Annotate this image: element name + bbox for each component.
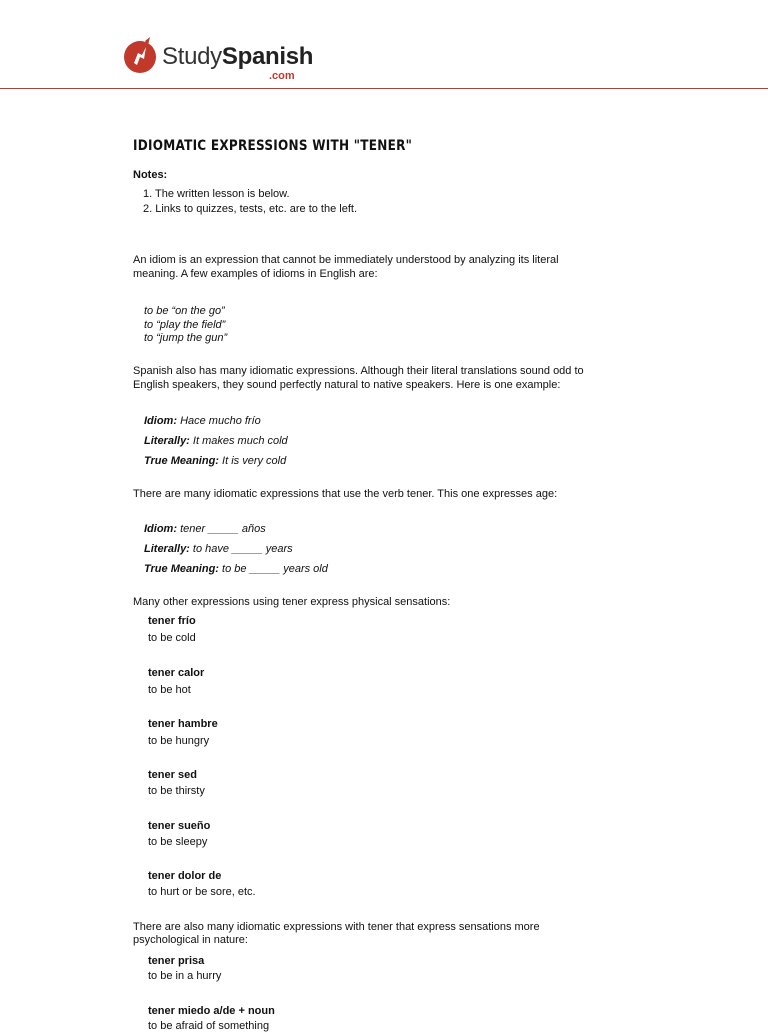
logo-mark-icon: [120, 35, 160, 75]
vocab-meaning: to be sleepy: [148, 836, 208, 848]
idiom-label: Idiom:: [144, 415, 177, 427]
logo-suffix: .com: [269, 70, 295, 82]
literal-value: It makes much cold: [192, 435, 288, 447]
example-meaning-row: [144, 454, 286, 468]
literal-value: to have _____ years: [192, 543, 293, 555]
vocab-term: tener miedo a/de + noun: [148, 1005, 275, 1017]
intro-line: An idiom is an expression that cannot be immediately understood by analyzing its literal: [133, 254, 559, 266]
vocab-meaning: to hurt or be sore, etc.: [148, 886, 256, 898]
example-idiom-row: [144, 522, 266, 536]
meaning-value: to be _____ years old: [222, 563, 328, 575]
english-idiom: to be “on the go”: [144, 305, 225, 317]
spanish-intro-line: Spanish also has many idiomatic expressions. Although their literal translations sound odd to: [133, 365, 584, 377]
vocab-term: tener calor: [148, 667, 205, 679]
example-literal-row: [144, 434, 288, 448]
notes-item: 1. The written lesson is below.: [143, 188, 290, 200]
vocab-meaning: to be in a hurry: [148, 970, 222, 982]
spanish-intro-line: English speakers, they sound perfectly natural to native speakers. Here is one example:: [133, 379, 561, 391]
notes-heading: Notes:: [133, 169, 168, 181]
psych-intro-line: There are also many idiomatic expressions with tener that express sensations more: [133, 921, 540, 933]
vocab-meaning: to be hungry: [148, 735, 210, 747]
age-intro: There are many idiomatic expressions that use the verb tener. This one expresses age:: [133, 488, 558, 500]
vocab-term: tener hambre: [148, 718, 218, 730]
vocab-term: tener frío: [148, 615, 196, 627]
example-idiom-row: [144, 414, 261, 428]
logo-word-spanish: Spanish: [221, 43, 314, 70]
intro-line: meaning. A few examples of idioms in English are:: [133, 268, 378, 280]
vocab-meaning: to be afraid of something: [148, 1020, 270, 1032]
vocab-term: tener dolor de: [148, 870, 222, 882]
idiom-value: tener _____ años: [180, 523, 266, 535]
psych-intro-line: psychological in nature:: [133, 934, 248, 946]
vocab-term: tener sed: [148, 769, 197, 781]
notes-item: 2. Links to quizzes, tests, etc. are to the left.: [143, 203, 357, 215]
site-header: [0, 0, 768, 89]
page-title: IDIOMATIC EXPRESSIONS WITH "TENER": [133, 138, 413, 154]
logo-wordmark: [162, 45, 313, 69]
physical-intro: Many other expressions using tener express physical sensations:: [133, 596, 451, 608]
literal-label: Literally:: [144, 543, 190, 555]
vocab-meaning: to be hot: [148, 684, 191, 696]
idiom-value: Hace mucho frío: [180, 415, 261, 427]
literal-label: Literally:: [144, 435, 190, 447]
vocab-term: tener sueño: [148, 820, 211, 832]
logo-word-study: Study: [162, 43, 222, 70]
vocab-meaning: to be thirsty: [148, 785, 205, 797]
example-literal-row: [144, 542, 293, 556]
english-idiom: to “play the field”: [144, 319, 226, 331]
meaning-label: True Meaning:: [144, 563, 219, 575]
idiom-label: Idiom:: [144, 523, 177, 535]
vocab-term: tener prisa: [148, 955, 205, 967]
english-idiom: to “jump the gun”: [144, 332, 228, 344]
meaning-value: It is very cold: [222, 455, 287, 467]
vocab-meaning: to be cold: [148, 632, 196, 644]
meaning-label: True Meaning:: [144, 455, 219, 467]
example-meaning-row: [144, 562, 328, 576]
